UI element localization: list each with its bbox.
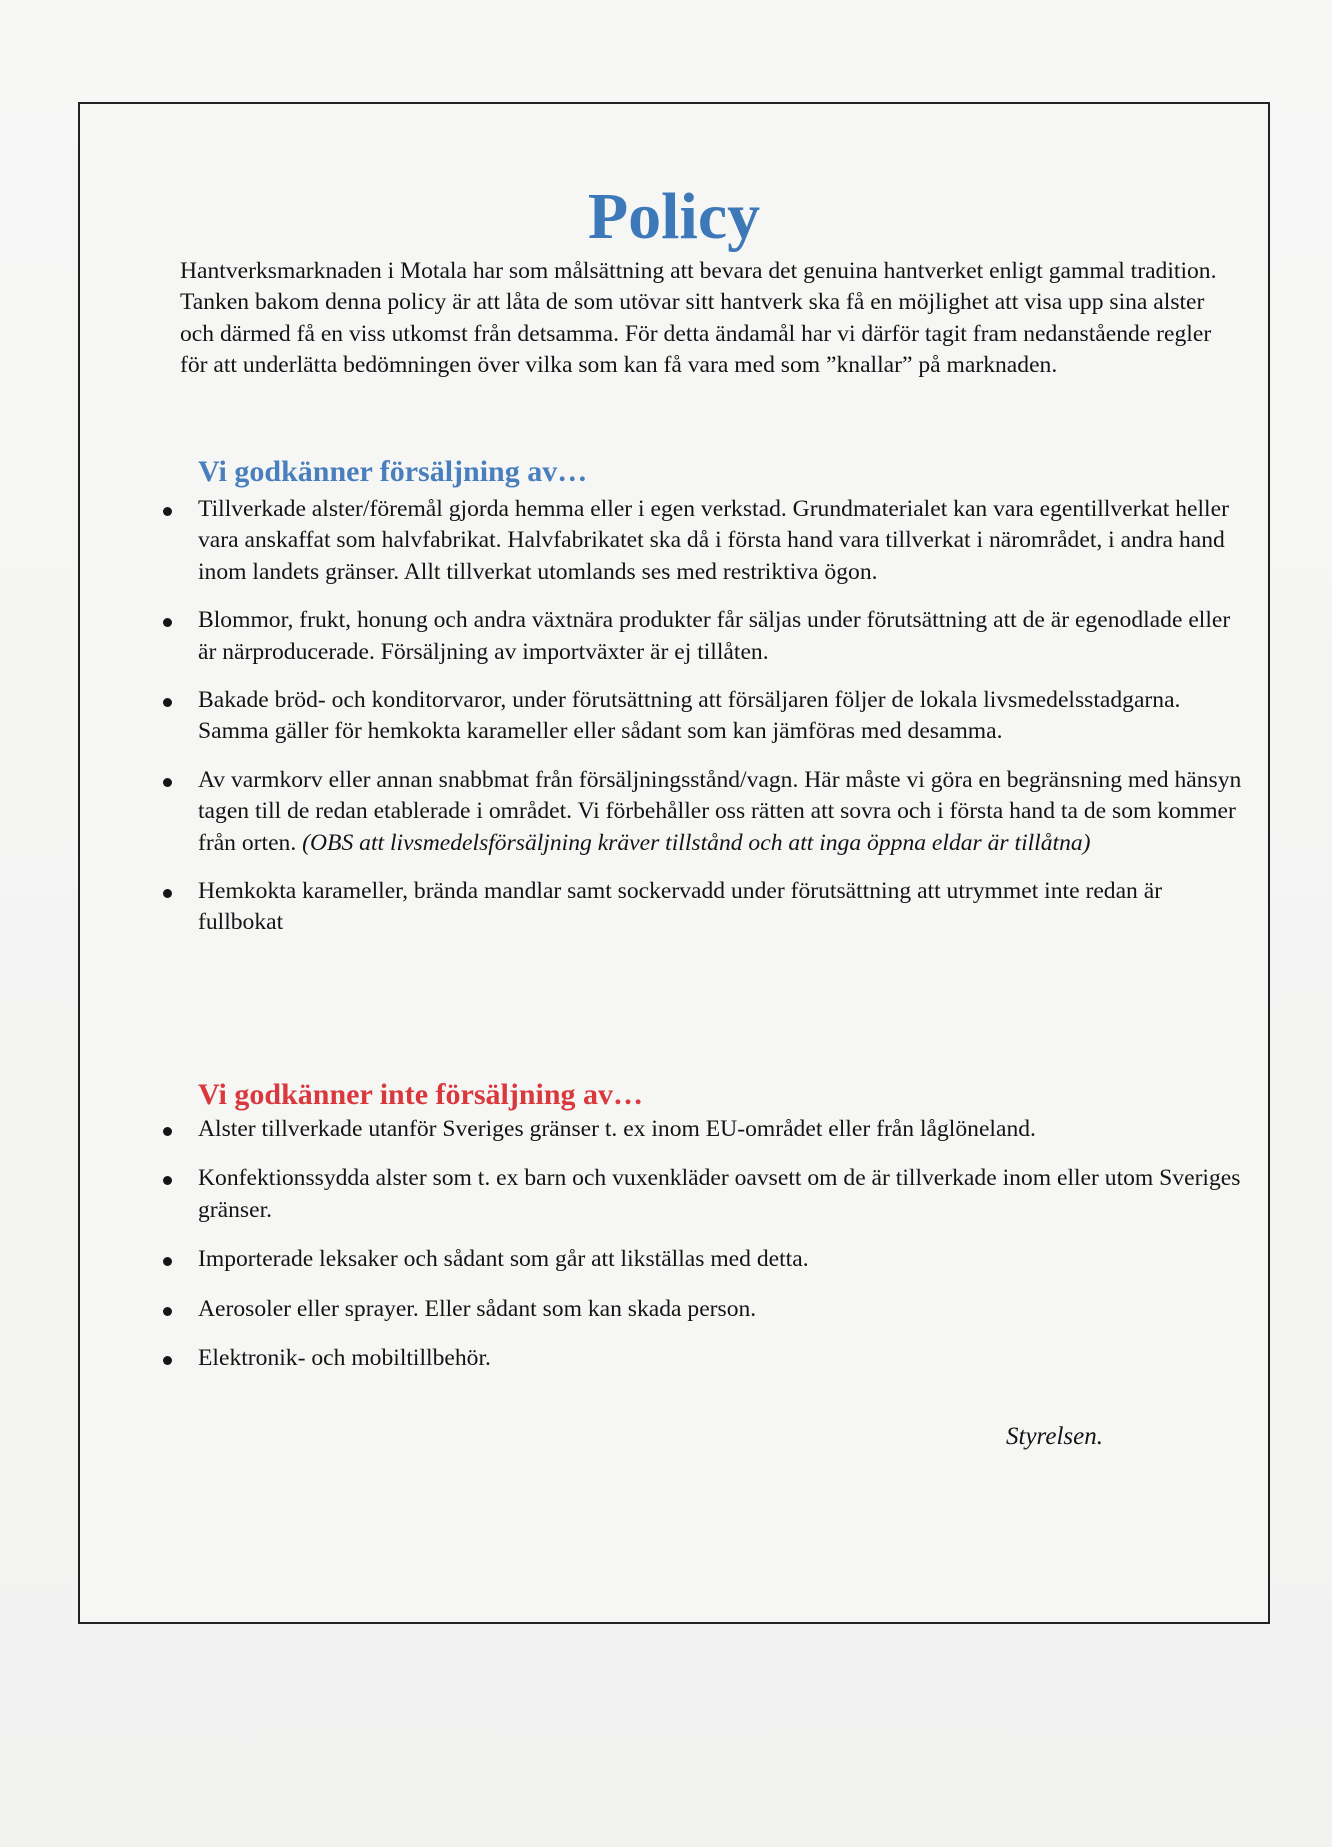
list-item	[160, 876, 1248, 939]
page-title: Policy	[587, 180, 761, 253]
list-item-text: Elektronik- och mobiltillbehör.	[198, 1345, 491, 1372]
list-item	[160, 1294, 1248, 1325]
list-item	[160, 685, 1248, 748]
list-item-text: Tillverkade alster/föremål gjorda hemma eller i egen verkstad. Grundmaterialet kan vara egentillverkat heller vara anskaffat som halvfabrikat. Halvfabrikatet ska då i första hand vara tillverkat i närområdet, i andra hand inom landets gränser. Allt tillverkat utomlands ses med restriktiva ögon.	[198, 496, 1229, 585]
list-item	[160, 494, 1248, 588]
list-item-text: Blommor, frukt, honung och andra växtnära produkter får säljas under förutsättning att de är egenodlade eller är närproducerade. Försäljning av importväxter är ej tillåten.	[198, 607, 1231, 665]
deny-list	[160, 1114, 1248, 1392]
list-item	[160, 1343, 1248, 1374]
list-item-text: Aerosoler eller sprayer. Eller sådant som kan skada person.	[198, 1295, 757, 1322]
list-item-text: Alster tillverkade utanför Sveriges gränser t. ex inom EU-området eller från låglöneland.	[198, 1116, 1036, 1142]
list-item-note: (OBS att livsmedelsförsäljning kräver tillstånd och att inga öppna eldar är tillåtna)	[302, 829, 1091, 856]
approve-list	[160, 494, 1248, 956]
list-item-text: Konfektionssydda alster som t. ex barn och vuxenkläder oavsett om de är tillverkade inom eller utom Sveriges gränser.	[198, 1165, 1241, 1223]
list-item	[160, 1114, 1248, 1145]
document-frame	[78, 102, 1270, 1624]
approve-heading: Vi godkänner försäljning av…	[198, 455, 588, 488]
list-item	[160, 1244, 1248, 1275]
intro-paragraph: Hantverksmarknaden i Motala har som målsättning att bevara det genuina hantverket enligt gammal tradition. Tanken bakom denna policy är att låta de som utövar sitt hantverk ska få en möjlighet att visa upp sina alster och därmed få en viss utkomst från detsamma. För detta ändamål har vi därför tagit fram nedanstående regler för att underlätta bedömningen över vilka som kan få vara med som ”knallar” på marknaden.	[180, 258, 1217, 379]
list-item-text: Av varmkorv eller annan snabbmat från försäljningsstånd/vagn. Här måste vi göra en begränsning med hänsyn tagen till de redan etablerade i området. Vi förbehåller oss rätten att sovra och i första hand ta de som kommer från orten.	[198, 766, 1242, 856]
list-item-text: Importerade leksaker och sådant som går att likställas med detta.	[198, 1246, 809, 1273]
signature: Styrelsen.	[1006, 1423, 1103, 1450]
list-item	[160, 765, 1248, 859]
list-item-text: Hemkokta karameller, brända mandlar samt sockervadd under förutsättning att utrymmet inte redan är fullbokat	[198, 878, 1163, 936]
deny-heading: Vi godkänner inte försäljning av…	[198, 1078, 644, 1111]
list-item	[160, 605, 1248, 668]
list-item-text: Bakade bröd- och konditorvaror, under förutsättning att försäljaren följer de lokala livsmedelsstadgarna. Samma gäller för hemkokta karameller eller sådant som kan jämföras med desamma.	[198, 687, 1181, 745]
list-item	[160, 1163, 1248, 1226]
